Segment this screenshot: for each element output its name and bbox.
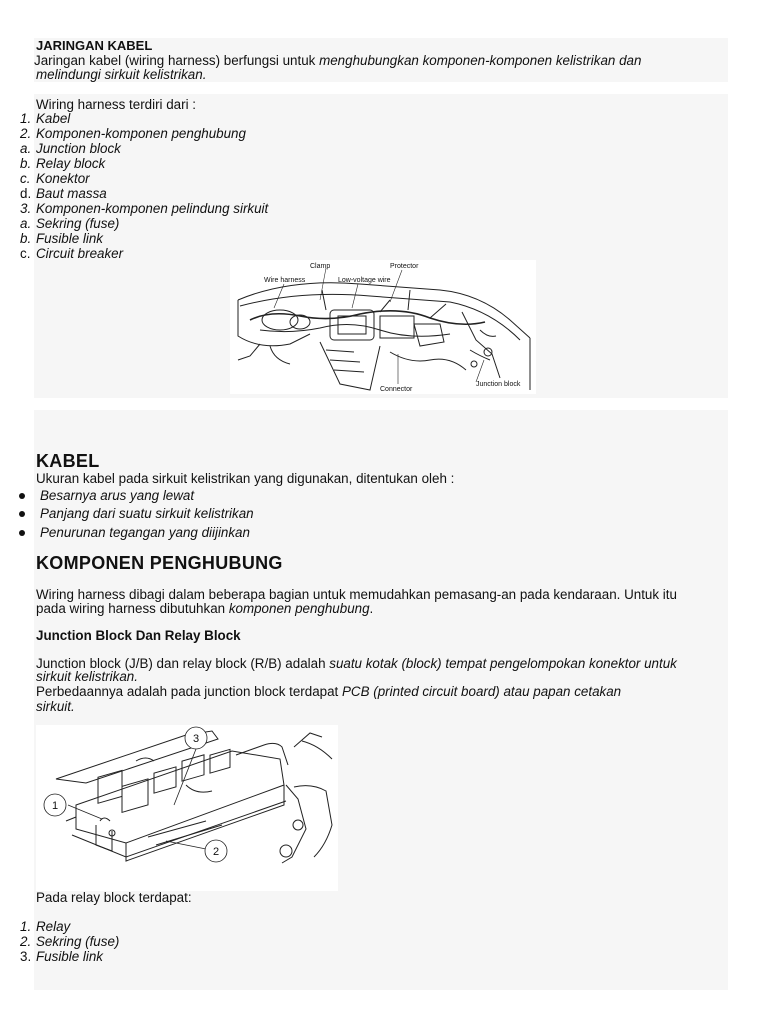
list-marker: 3. [20,949,32,964]
list-marker: 2. [20,126,32,141]
list-text: Baut massa [36,186,107,201]
list-text: Panjang dari suatu sirkuit kelistrikan [40,506,254,521]
komponen-paragraph-line1: Wiring harness dibagi dalam beberapa bagian untuk memudahkan pemasang-an pada kendaraan. Untuk itu [36,587,677,602]
wiring-harness-lead: Wiring harness terdiri dari : [36,97,196,112]
heading-kabel: KABEL [36,451,100,471]
relay-block-drawing [36,725,338,891]
list-text: Kabel [36,111,71,126]
list-marker: d. [20,186,32,201]
label-junction-block: Junction block [476,381,521,388]
komponen-italic: komponen penghubung [228,601,370,616]
intro-panel [34,38,728,82]
jb2-italic: PCB (printed circuit board) atau papan cetakan [341,684,622,699]
list-text: Komponen-komponen penghubung [36,126,246,141]
list-marker: 1. [20,111,32,126]
jb-plain: Junction block (J/B) dan relay block (R/B) adalah [36,656,330,671]
kabel-lead: Ukuran kabel pada sirkuit kelistrikan yang digunakan, ditentukan oleh : [36,471,455,486]
label-wire-harness: Wire harness [264,277,306,284]
bullet-icon [19,511,25,517]
intro-plain-text: Jaringan kabel (wiring harness) berfungsi untuk [34,53,320,68]
komponen-paragraph-line2 [36,601,373,616]
label-protector: Protector [390,263,419,270]
intro-paragraph-line2: melindungi sirkuit kelistrikan. [36,67,207,82]
list-marker: a. [20,216,32,231]
list-text: Komponen-komponen pelindung sirkuit [36,201,269,216]
jb2-plain: Perbedaannya adalah pada junction block terdapat [36,684,342,699]
section-title-jaringan-kabel: JARINGAN KABEL [36,38,153,53]
list-text: Fusible link [36,231,103,246]
wiring-harness-panel [20,94,728,398]
bullet-icon [19,530,25,536]
label-low-voltage-wire: Low-voltage wire [338,277,391,284]
list-marker: 2. [20,934,32,949]
heading-junction-relay-block: Junction Block Dan Relay Block [36,628,241,643]
label-connector: Connector [380,386,413,393]
intro-italic-text: menghubungkan komponen-komponen kelistrikan dan [319,53,642,68]
komponen-plain: pada wiring harness dibutuhkan [36,601,229,616]
list-text: Relay [36,919,71,934]
list-text: Konektor [36,171,90,186]
jb-paragraph2-line2: sirkuit. [36,699,75,714]
relay-block-figure [36,725,338,891]
list-text: Sekring (fuse) [36,934,120,949]
callout-1: 1 [51,800,59,812]
list-text: Besarnya arus yang lewat [40,488,195,503]
kabel-komponen-panel [20,410,728,990]
list-marker: 1. [20,919,32,934]
list-text: Sekring (fuse) [36,216,120,231]
intro-paragraph-line1 [34,53,641,68]
callout-2: 2 [212,846,220,858]
komponen-end: . [369,601,374,616]
jb-italic: suatu kotak (block) tempat pengelompokan konektor untuk [329,656,677,671]
bullet-icon [19,493,25,499]
list-text: Junction block [36,141,121,156]
callout-3: 3 [192,733,200,745]
wiring-harness-figure [230,260,536,394]
list-text: Fusible link [36,949,103,964]
list-text: Relay block [36,156,106,171]
jb-paragraph2-line1 [36,684,621,699]
list-marker: c. [20,171,31,186]
list-marker: 3. [20,201,32,216]
dashboard-wiring-drawing [230,260,536,394]
list-marker: b. [20,156,32,171]
list-marker: a. [20,141,32,156]
list-marker: c. [20,246,31,261]
relay-block-lead: Pada relay block terdapat: [36,890,192,905]
label-clamp: Clamp [310,263,331,270]
list-text: Penurunan tegangan yang diijinkan [40,525,250,540]
list-marker: b. [20,231,32,246]
jb-paragraph-line2: sirkuit kelistrikan. [36,669,138,684]
heading-komponen-penghubung: KOMPONEN PENGHUBUNG [36,553,283,573]
list-text: Circuit breaker [36,246,124,261]
